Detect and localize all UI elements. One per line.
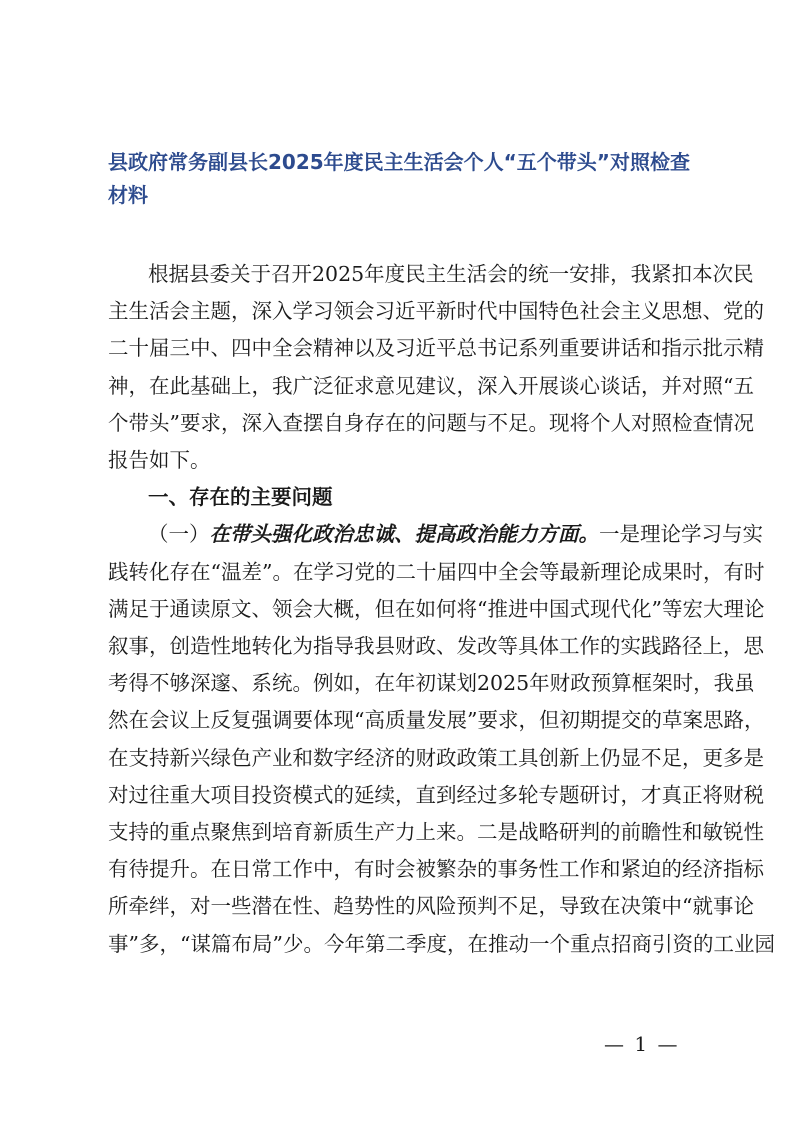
title-line: 材料 — [108, 183, 148, 207]
intro-line: 主生活会主题，深入学习领会习近平新时代中国特色社会主义思想、党的 — [108, 299, 764, 324]
intro-line: 个带头”要求，深入查摆自身存在的问题与不足。现将个人对照检查情况 — [108, 410, 754, 435]
intro-line: 二十届三中、四中全会精神以及习近平总书记系列重要讲话和指示批示精 — [108, 336, 764, 361]
subsection-first-line — [108, 516, 763, 553]
body-line: 叙事，创造性地转化为指导我县财政、发改等具体工作的实践路径上，思 — [108, 634, 764, 659]
body-line: 支持的重点聚焦到培育新质生产力上来。二是战略研判的前瞻性和敏锐性 — [108, 820, 764, 845]
body-line: 然在会议上反复强调要体现“高质量发展”要求，但初期提交的草案思路， — [108, 708, 765, 733]
subsection-prefix: （一） — [148, 522, 210, 547]
section-heading: 一、存在的主要问题 — [148, 485, 333, 510]
body-line: 有待提升。在日常工作中，有时会被繁杂的事务性工作和紧迫的经济指标 — [108, 857, 764, 882]
intro-line: 神，在此基础上，我广泛征求意见建议，深入开展谈心谈话，并对照“五 — [108, 373, 754, 398]
document-title — [108, 146, 688, 212]
body-line: 在支持新兴绿色产业和数字经济的财政政策工具创新上仍显不足，更多是 — [108, 745, 764, 770]
subsection-text: 一是理论学习与实 — [599, 522, 763, 547]
body-line: 事”多，“谋篇布局”少。今年第二季度，在推动一个重点招商引资的工业园 — [108, 931, 775, 956]
intro-line: 根据县委关于召开2025年度民主生活会的统一安排，我紧扣本次民 — [148, 262, 754, 286]
intro-line: 报告如下。 — [108, 448, 211, 473]
title-line: 县政府常务副县长2025年度民主生活会个人“五个带头”对照检查 — [108, 150, 690, 174]
body-line: 践转化存在“温差”。在学习党的二十届四中全会等最新理论成果时，有时 — [108, 559, 765, 584]
body-line: 满足于通读原文、领会大概，但在如何将“推进中国式现代化”等宏大理论 — [108, 596, 765, 621]
body-line: 考得不够深邃、系统。例如，在年初谋划2025年财政预算框架时，我虽 — [108, 671, 755, 696]
page-number: — 1 — — [604, 1032, 680, 1056]
body-line: 对过往重大项目投资模式的延续，直到经过多轮专题研讨，才真正将财税 — [108, 782, 764, 807]
document-body — [108, 256, 775, 963]
body-line: 所牵绊，对一些潜在性、趋势性的风险预判不足，导致在决策中“就事论 — [108, 894, 754, 919]
subsection-title: 在带头强化政治忠诚、提高政治能力方面。 — [209, 522, 599, 547]
